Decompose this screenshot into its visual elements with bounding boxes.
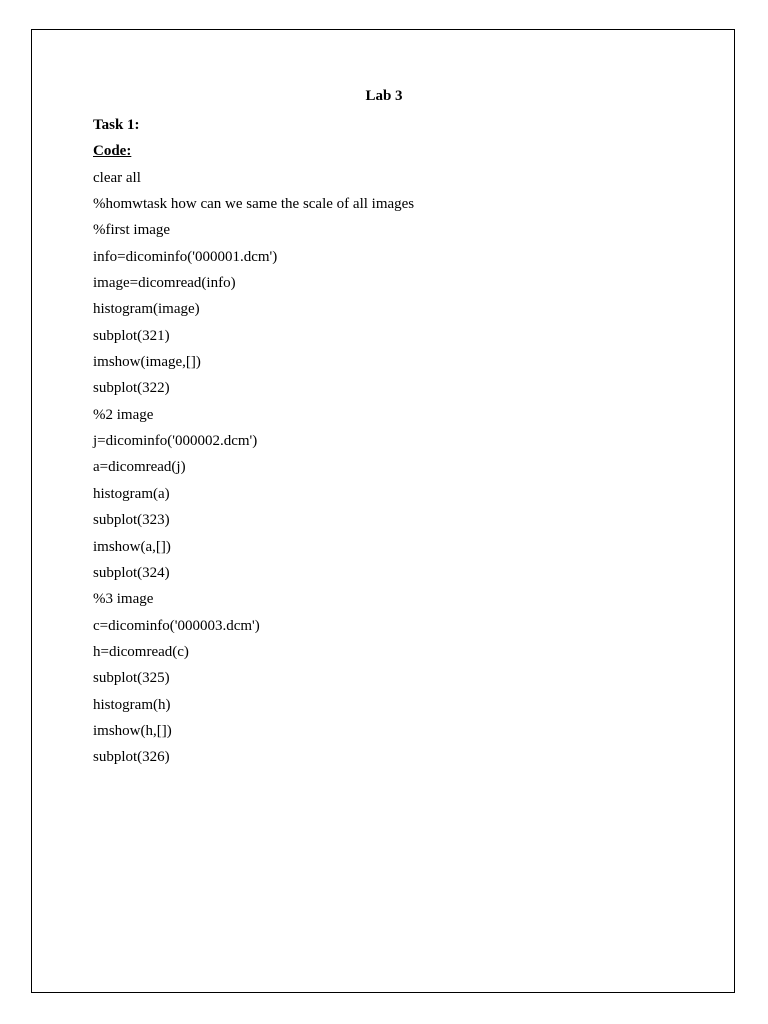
document-body — [93, 112, 713, 771]
task-heading: Task 1: — [93, 117, 140, 133]
code-line: subplot(324) — [93, 564, 170, 581]
code-line: histogram(image) — [93, 301, 200, 318]
document-title: Lab 3 — [365, 88, 403, 104]
code-line: info=dicominfo('000001.dcm') — [93, 248, 278, 265]
code-line: c=dicominfo('000003.dcm') — [93, 617, 260, 634]
code-line: image=dicomread(info) — [93, 275, 236, 292]
code-line: subplot(322) — [93, 380, 170, 397]
code-line: %homwtask how can we same the scale of all images — [93, 196, 415, 213]
code-line: subplot(326) — [93, 749, 170, 766]
code-line: %2 image — [93, 406, 154, 423]
code-line: h=dicomread(c) — [93, 643, 189, 660]
code-line: histogram(a) — [93, 485, 170, 502]
code-line: subplot(323) — [93, 512, 170, 529]
code-heading: Code: — [93, 143, 132, 160]
code-line: %3 image — [93, 591, 154, 608]
code-line: a=dicomread(j) — [93, 459, 186, 476]
code-line: %first image — [93, 222, 171, 239]
code-line: imshow(h,[]) — [93, 722, 172, 739]
code-line: histogram(h) — [93, 696, 171, 713]
code-line: imshow(image,[]) — [93, 354, 201, 371]
code-line: clear all — [93, 169, 141, 186]
code-line: imshow(a,[]) — [93, 538, 171, 555]
code-line: subplot(321) — [93, 327, 170, 344]
code-line: j=dicominfo('000002.dcm') — [93, 433, 258, 450]
code-line: subplot(325) — [93, 670, 170, 687]
code-block — [93, 165, 713, 771]
